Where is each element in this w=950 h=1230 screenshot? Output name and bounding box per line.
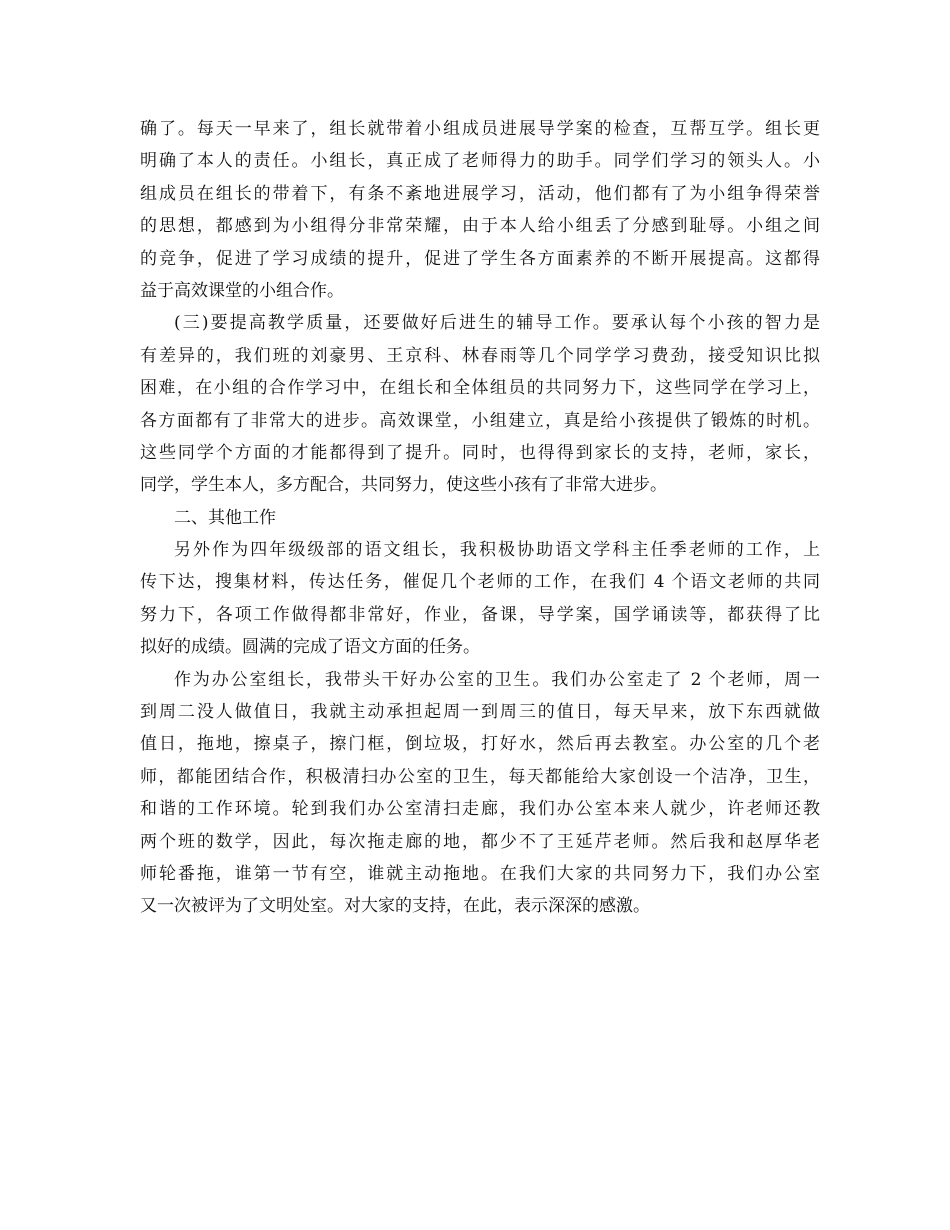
- text-line: 两个班的数学，因此，每次拖走廊的地，都少不了王延芹老师。然后我和赵厚华老: [140, 831, 820, 852]
- text-line: 有差异的，我们班的刘豪男、王京科、林春雨等几个同学学习费劲，接受知识比拟: [140, 345, 820, 366]
- text-line: 益于高效课堂的小组合作。: [140, 280, 344, 301]
- text-line: 的竞争，促进了学习成绩的提升，促进了学生各方面素养的不断开展提高。这都得: [140, 248, 820, 269]
- text-line: 困难，在小组的合作学习中，在组长和全体组员的共同努力下，这些同学在学习上，: [140, 378, 820, 399]
- text-line: 组成员在组长的带着下，有条不紊地进展学习，活动，他们都有了为小组争得荣誉: [140, 183, 820, 204]
- text-line: 又一次被评为了文明处室。对大家的支持，在此，表示深深的感激。: [140, 896, 650, 917]
- text-line: 拟好的成绩。圆满的完成了语文方面的任务。: [140, 637, 480, 658]
- text-line: 确了。每天一早来了，组长就带着小组成员进展导学案的检查，互帮互学。组长更: [140, 119, 820, 139]
- text-line: 到周二没人做值日，我就主动承担起周一到周三的值日，每天早来，放下东西就做: [140, 702, 820, 723]
- text-line: 作为办公室组长，我带头干好办公室的卫生。我们办公室走了 2 个老师，周一: [174, 669, 820, 690]
- text-line: 各方面都有了非常大的进步。高效课堂，小组建立，真是给小孩提供了锻炼的时机。: [140, 410, 820, 431]
- text-line: 这些同学个方面的才能都得到了提升。同时，也得得到家长的支持，老师，家长，: [140, 442, 820, 463]
- text-line: 和谐的工作环境。轮到我们办公室清扫走廊，我们办公室本来人就少，许老师还教: [140, 799, 820, 820]
- text-line: 师轮番拖，谁第一节有空，谁就主动拖地。在我们大家的共同努力下，我们办公室: [140, 863, 820, 884]
- text-line: 明确了本人的责任。小组长，真正成了老师得力的助手。同学们学习的领头人。小: [140, 151, 820, 172]
- text-line: 努力下，各项工作做得都非常好，作业，备课，导学案，国学诵读等，都获得了比: [140, 604, 820, 625]
- text-line: 值日，拖地，擦桌子，擦门框，倒垃圾，打好水，然后再去教室。办公室的几个老: [140, 734, 820, 755]
- text-line: 师，都能团结合作，积极清扫办公室的卫生，每天都能给大家创设一个洁净，卫生，: [140, 766, 820, 787]
- text-line: 同学，学生本人，多方配合，共同努力，使这些小孩有了非常大进步。: [140, 475, 667, 496]
- text-line: 另外作为四年级级部的语文组长，我积极协助语文学科主任季老师的工作，上: [174, 540, 820, 561]
- text-line: 传下达，搜集材料，传达任务，催促几个老师的工作，在我们 4 个语文老师的共同: [140, 572, 820, 593]
- text-line: 的思想，都感到为小组得分非常荣耀，由于本人给小组丢了分感到耻辱。小组之间: [140, 216, 820, 237]
- document-body: [140, 113, 820, 923]
- text-line: (三)要提高教学质量，还要做好后进生的辅导工作。要承认每个小孩的智力是: [174, 313, 820, 334]
- text-line: 二、其他工作: [174, 507, 276, 528]
